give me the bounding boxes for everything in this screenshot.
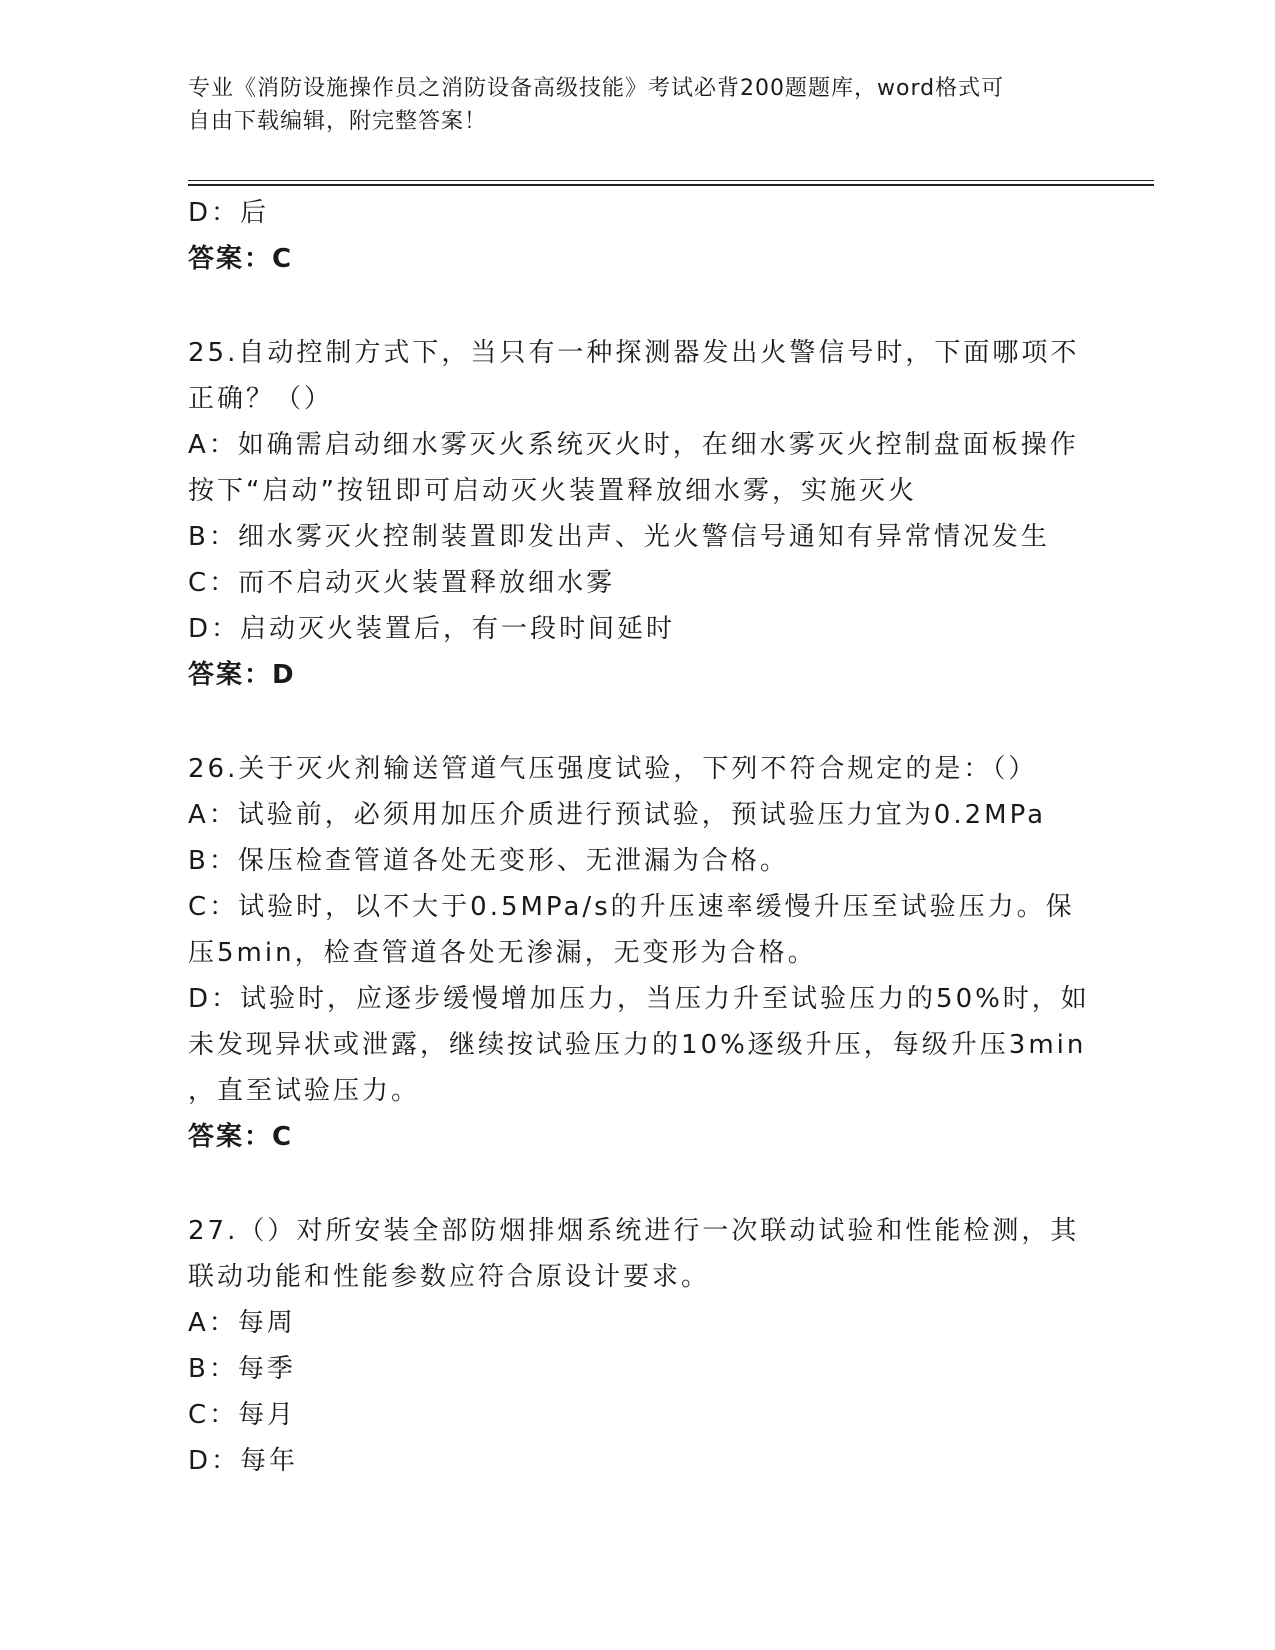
option-d-line: D：启动灭火装置后，有一段时间延时 bbox=[188, 614, 676, 644]
question-stem-line: 联动功能和性能参数应符合原设计要求。 bbox=[188, 1262, 711, 1292]
option-c-line: C：每月 bbox=[188, 1400, 297, 1430]
answer-line: 答案：C bbox=[188, 1122, 294, 1152]
question-stem-line: 27.（）对所安装全部防烟排烟系统进行一次联动试验和性能检测，其 bbox=[188, 1216, 1080, 1246]
option-b-line: B：保压检查管道各处无变形、无泄漏为合格。 bbox=[188, 846, 789, 876]
header-rule-thick bbox=[188, 184, 1154, 186]
option-d-line: D：每年 bbox=[188, 1446, 299, 1476]
option-a-line: 按下“启动”按钮即可启动灭火装置释放细水雾，实施灭火 bbox=[188, 476, 917, 506]
header-line-1: 专业《消防设施操作员之消防设备高级技能》考试必背200题题库，word格式可 bbox=[188, 76, 1005, 101]
option-a-line: A：如确需启动细水雾灭火系统灭火时，在细水雾灭火控制盘面板操作 bbox=[188, 430, 1079, 460]
question-26 bbox=[188, 746, 1108, 1160]
spacer bbox=[188, 1160, 1108, 1208]
option-d-line: ，直至试验压力。 bbox=[188, 1076, 421, 1106]
header-rule-thin bbox=[188, 180, 1154, 181]
question-stem-line: 26.关于灭火剂输送管道气压强度试验，下列不符合规定的是：（） bbox=[188, 754, 1038, 784]
spacer bbox=[188, 698, 1108, 746]
option-b-line: B：每季 bbox=[188, 1354, 296, 1384]
question-27 bbox=[188, 1208, 1108, 1484]
question-stem-line: 正确？（） bbox=[188, 384, 334, 414]
option-a-line: A：每周 bbox=[188, 1308, 296, 1338]
question-content bbox=[188, 190, 1108, 1484]
option-c-line: C：试验时，以不大于0.5MPa/s的升压速率缓慢升压至试验压力。保 bbox=[188, 892, 1075, 922]
option-d-line: D：试验时，应逐步缓慢增加压力，当压力升至试验压力的50%时，如 bbox=[188, 984, 1090, 1014]
question-25 bbox=[188, 330, 1108, 698]
prev-answer: 答案：C bbox=[188, 244, 294, 274]
prev-option-d: D：后 bbox=[188, 198, 270, 228]
question-stem-line: 25.自动控制方式下，当只有一种探测器发出火警信号时，下面哪项不 bbox=[188, 338, 1080, 368]
option-d-line: 未发现异状或泄露，继续按试验压力的10%逐级升压，每级升压3min bbox=[188, 1030, 1087, 1060]
option-b-line: B：细水雾灭火控制装置即发出声、光火警信号通知有异常情况发生 bbox=[188, 522, 1050, 552]
header-line-2: 自由下载编辑，附完整答案！ bbox=[188, 109, 488, 134]
option-c-line: C：而不启动灭火装置释放细水雾 bbox=[188, 568, 616, 598]
option-c-line: 压5min，检查管道各处无渗漏，无变形为合格。 bbox=[188, 938, 817, 968]
option-a-line: A：试验前，必须用加压介质进行预试验，预试验压力宜为0.2MPa bbox=[188, 800, 1047, 830]
page-header bbox=[188, 72, 1078, 138]
spacer bbox=[188, 282, 1108, 330]
answer-line: 答案：D bbox=[188, 660, 296, 690]
